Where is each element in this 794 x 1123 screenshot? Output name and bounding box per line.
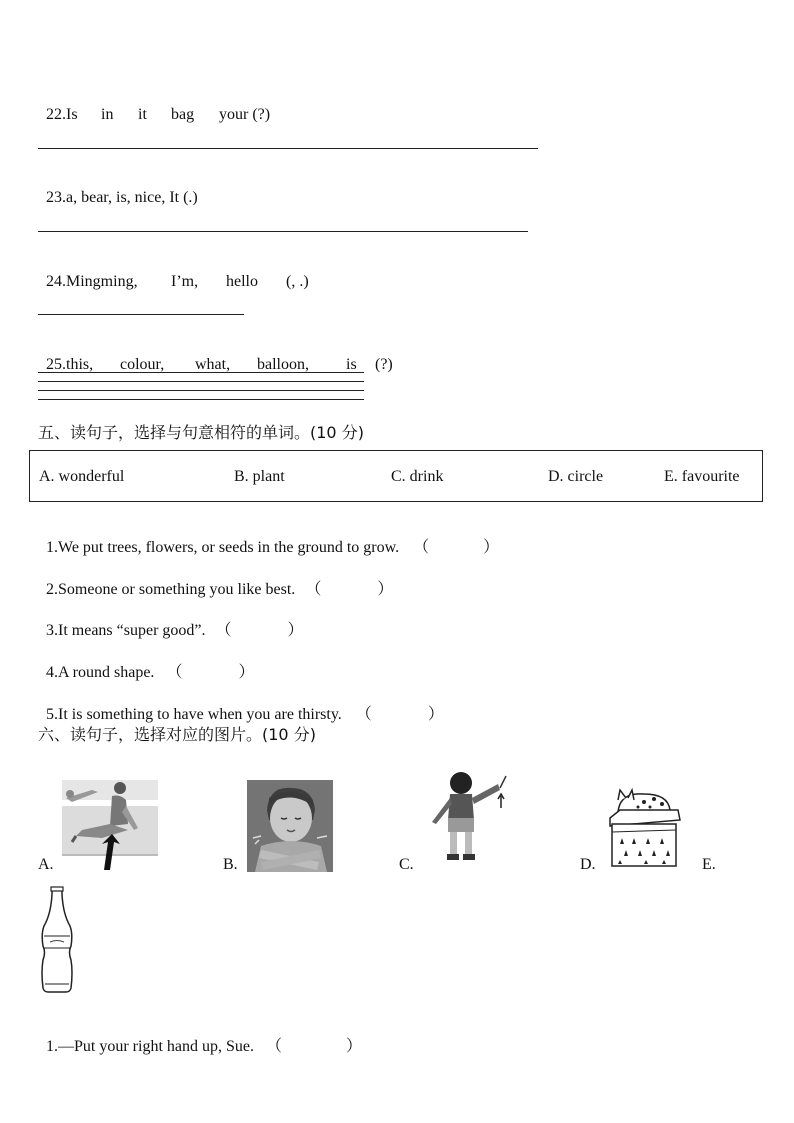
word: I’m, xyxy=(171,273,199,290)
word: (?) xyxy=(375,356,393,373)
section-6-title: 六、读句子，选择对应的图片。(10 分) xyxy=(38,725,316,744)
word: Is xyxy=(66,106,78,123)
answer-paren-open: （ xyxy=(215,622,232,639)
picture-label-d: D. xyxy=(580,856,596,873)
question-text: 4.A round shape. xyxy=(46,664,155,681)
picture-a-girl-stretching[interactable] xyxy=(62,780,162,872)
question-number: 22. xyxy=(46,106,66,123)
question-24 xyxy=(38,255,309,291)
word-option-e: E. favourite xyxy=(664,468,740,485)
word: hello xyxy=(226,273,258,290)
word-option-b: B. plant xyxy=(234,468,285,485)
question-text: 1.We put trees, flowers, or seeds in the ground to grow. xyxy=(46,539,400,556)
picture-c-boy-hand-up[interactable] xyxy=(428,770,512,866)
word: bag xyxy=(171,106,195,123)
picture-label-c: C. xyxy=(399,856,414,873)
answer-paren-open: （ xyxy=(413,539,430,556)
answer-paren-close: ） xyxy=(346,1038,363,1055)
question-text: 2.Someone or something you like best. xyxy=(46,581,296,598)
answer-paren-open: （ xyxy=(355,706,372,723)
answer-paren-open: （ xyxy=(266,1038,283,1055)
word: Mingming, xyxy=(66,273,138,290)
word-option-a: A. wonderful xyxy=(39,468,125,485)
word: this, xyxy=(66,356,94,373)
question-number: 23. xyxy=(46,189,66,206)
answer-paren-close: ） xyxy=(427,706,444,723)
answer-line[interactable] xyxy=(38,390,364,391)
picture-d-cat-on-box[interactable] xyxy=(608,786,682,870)
answer-line[interactable] xyxy=(38,231,528,232)
word-option-d: D. circle xyxy=(548,468,604,485)
word: (, .) xyxy=(286,273,309,290)
word: balloon, xyxy=(257,356,309,373)
answer-paren-open: （ xyxy=(166,664,183,681)
section-6-question-1 xyxy=(38,1015,362,1056)
answer-line[interactable] xyxy=(38,148,538,149)
picture-label-e: E. xyxy=(702,856,716,873)
question-text: 5.It is something to have when you are thirsty. xyxy=(46,706,342,723)
question-22 xyxy=(38,88,270,124)
section-5-question-2 xyxy=(38,558,393,599)
question-text: 1.—Put your right hand up, Sue. xyxy=(46,1038,254,1055)
answer-paren-close: ） xyxy=(287,622,304,639)
answer-paren-close: ） xyxy=(238,664,255,681)
question-25 xyxy=(38,338,393,374)
word: what, xyxy=(195,356,231,373)
question-number: 24. xyxy=(46,273,66,290)
word-option-c: C. drink xyxy=(391,468,444,485)
word: it xyxy=(138,106,147,123)
section-5-question-4 xyxy=(38,641,254,682)
section-5-title: 五、读句子，选择与句意相符的单词。(10 分) xyxy=(38,423,364,442)
answer-paren-close: ） xyxy=(483,539,500,556)
word: colour, xyxy=(120,356,165,373)
word-bank-box xyxy=(29,450,763,502)
picture-b-boy-arms-crossed[interactable] xyxy=(247,780,333,872)
answer-line[interactable] xyxy=(38,399,364,400)
answer-line[interactable] xyxy=(38,381,364,382)
answer-line[interactable] xyxy=(38,372,364,373)
word: your (?) xyxy=(219,106,271,123)
question-23 xyxy=(38,171,198,207)
word: is xyxy=(346,356,357,373)
section-5-question-3 xyxy=(38,599,304,640)
section-5-question-5 xyxy=(38,683,444,724)
word: in xyxy=(101,106,114,123)
answer-paren-close: ） xyxy=(377,581,394,598)
answer-line[interactable] xyxy=(38,314,244,315)
picture-e-drink-bottle[interactable] xyxy=(40,886,74,994)
picture-label-b: B. xyxy=(223,856,238,873)
picture-label-a: A. xyxy=(38,856,54,873)
question-number: 25. xyxy=(46,356,66,373)
question-words: a, bear, is, nice, It (.) xyxy=(66,189,198,206)
section-5-question-1 xyxy=(38,516,499,557)
answer-paren-open: （ xyxy=(305,581,322,598)
question-text: 3.It means “super good”. xyxy=(46,622,206,639)
